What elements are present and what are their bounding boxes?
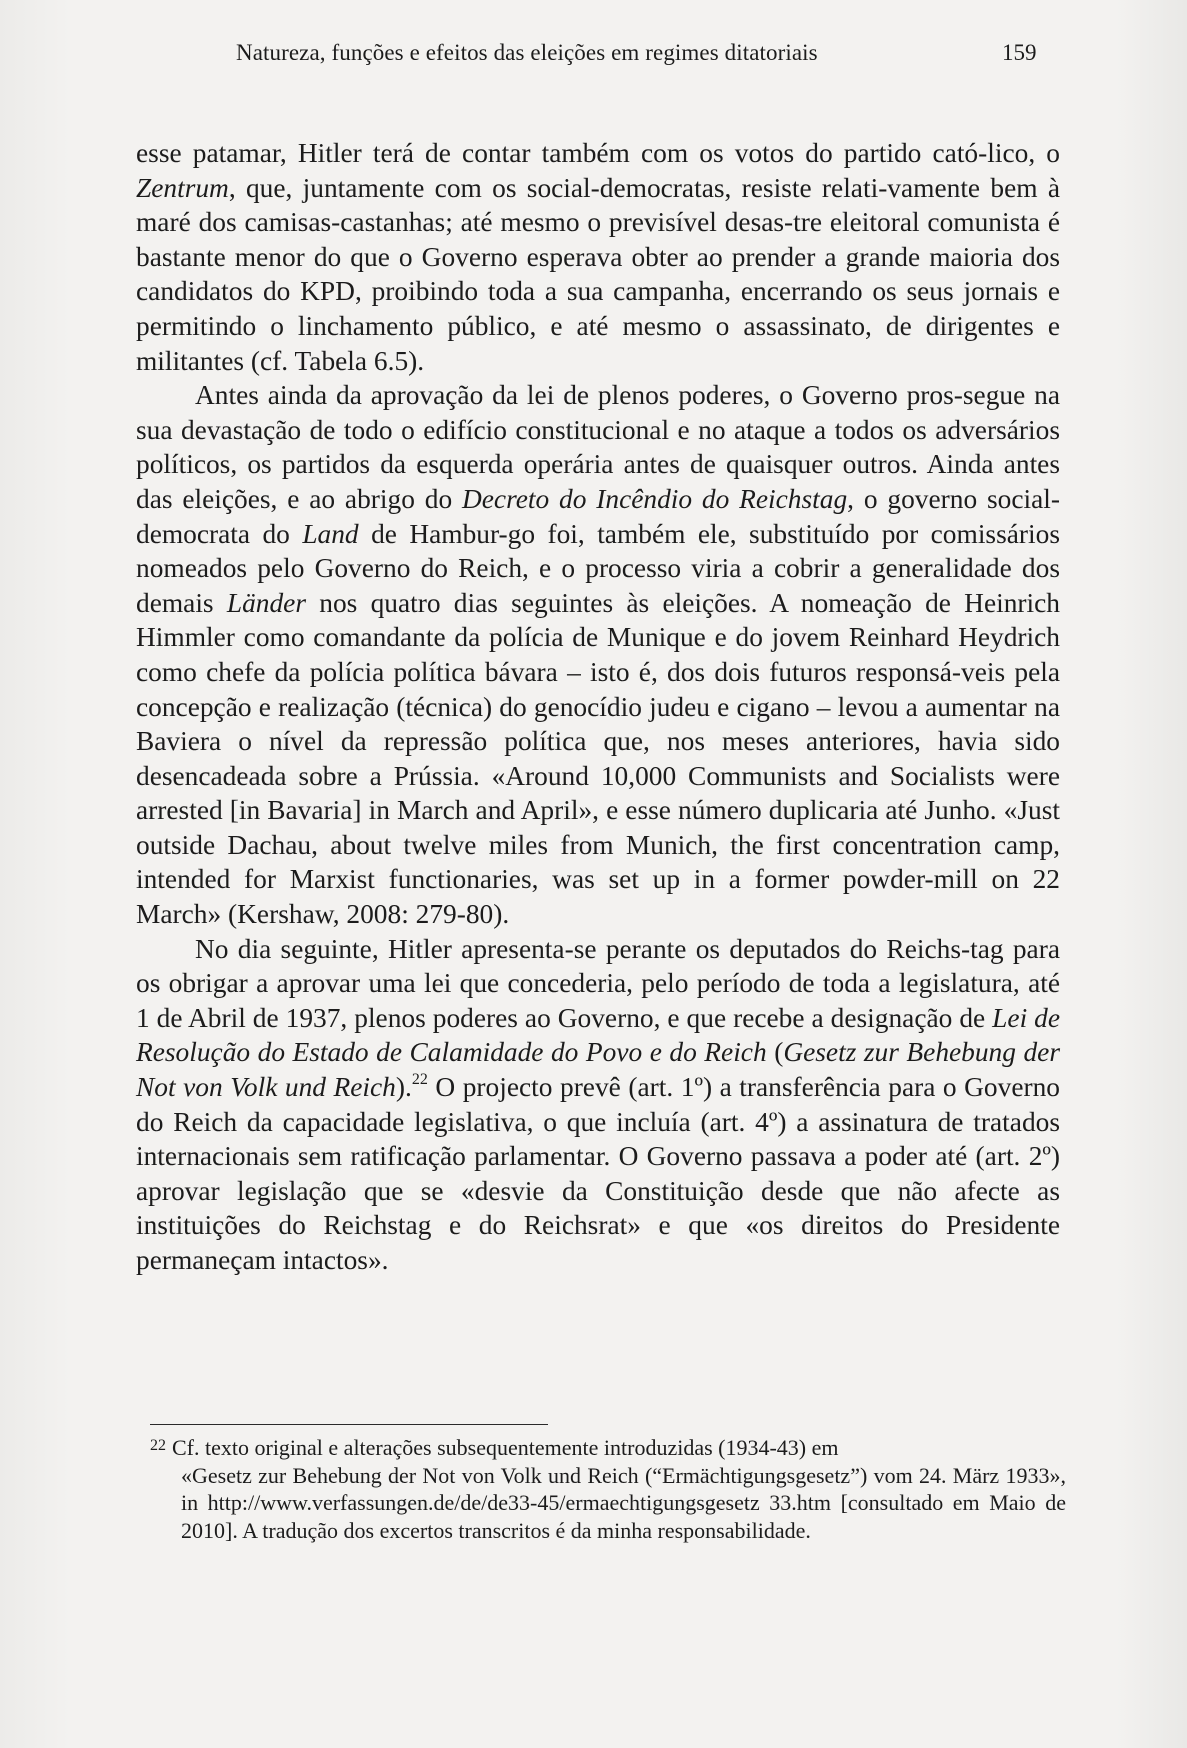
paragraph-2-text-a: Antes ainda da aprovação da lei de plenos poderes, o Governo pros-segue na sua devastação de todo o edifício constitucional e no ataque a todos os adversários políticos, os partidos da esquerda operária antes de quaisquer outros. Ainda antes das eleições, e ao abrigo do <box>136 380 1060 514</box>
footnote-text-rest: «Gesetz zur Behebung der Not von Volk und Reich (“Ermächtigungsgesetz”) vom 24. März 1933», in http://www.verfassungen.de/de/de33-45/ermaechtigungsgesetz 33.htm [consultado em Maio de 2010]. A tradução dos excertos transcritos é da minha responsabilidade. <box>181 1462 1066 1543</box>
paragraph-3-text-b: ( <box>766 1037 784 1068</box>
paragraph-1-text-a: esse patamar, Hitler terá de contar também com os votos do partido cató-lico, o <box>136 138 1060 168</box>
italic-zentrum: Zentrum <box>136 172 229 203</box>
paragraph-1 <box>136 136 1060 378</box>
page-number: 159 <box>1002 40 1037 65</box>
footnote-text-first: Cf. texto original e alterações subsequentemente introduzidas (1934-43) em <box>172 1435 839 1460</box>
footnote-first-line <box>150 1432 1066 1462</box>
paragraph-2-text-b: , o governo social-democrata do <box>136 483 1060 549</box>
running-title: Natureza, funções e efeitos das eleições em regimes ditatoriais <box>236 40 818 65</box>
paragraph-3-text-c: ). <box>395 1072 412 1103</box>
italic-lander: Länder <box>226 587 306 618</box>
paragraph-2-text-c: de Hambur-go foi, também ele, substituído por comissários nomeados pelo Governo do Reich, e o processo viria a cobrir a generalidade dos demais <box>136 518 1060 618</box>
paragraph-2 <box>136 378 1060 932</box>
footnote-reference[interactable]: 22 <box>411 1071 428 1089</box>
italic-decreto: Decreto do Incêndio do Reichstag <box>461 483 848 514</box>
paragraph-1-text-b: , que, juntamente com os social-democratas, resiste relati-vamente bem à maré dos camisas-castanhas; até mesmo o previsível desas-tre eleitoral comunista é bastante menor do que o Governo esperava obter ao prender a grande maioria dos candidatos do KPD, proibindo toda a sua campanha, encerrando os seus jornais e permitindo o linchamento público, e até mesmo o assassinato, de dirigentes e militantes (cf. Tabela 6.5). <box>136 172 1060 376</box>
paragraph-3-text-d: O projecto prevê (art. 1º) a transferência para o Governo do Reich da capacidade legislativa, o que incluía (art. 4º) a assinatura de tratados internacionais sem ratificação parlamentar. O Governo passava a poder até (art. 2º) aprovar legislação que se «desvie da Constituição desde que não afecte as instituições do Reichstag e do Reichsrat» e que «os direitos do Presidente permaneçam intactos». <box>136 1072 1060 1275</box>
footnote-22 <box>150 1432 1066 1544</box>
italic-gesetz-title: Gesetz zur Behebung der Not von Volk und Reich <box>136 1037 1060 1103</box>
paragraph-3 <box>136 932 1060 1278</box>
footnote-divider <box>150 1424 548 1425</box>
paragraph-3-text-a: No dia seguinte, Hitler apresenta-se perante os deputados do Reichs-tag para os obrigar a aprovar uma lei que concederia, pelo período de toda a legislatura, até 1 de Abril de 1937, plenos poderes ao Governo, e que recebe a designação de <box>136 933 1060 1033</box>
italic-land: Land <box>302 518 359 549</box>
paragraph-2-text-d: nos quatro dias seguintes às eleições. A nomeação de Heinrich Himmler como comandante da polícia de Munique e do jovem Reinhard Heydrich como chefe da polícia política bávara – isto é, dos dois futuros responsá-veis pela concepção e realização (técnica) do genocídio judeu e cigano – levou a aumentar na Baviera o nível da repressão política que, nos meses anteriores, havia sido desencadeada sobre a Prússia. «Around 10,000 Communists and Socialists were arrested [in Bavaria] in March and April», e esse número duplicaria até Junho. «Just outside Dachau, about twelve miles from Munich, the first concentration camp, intended for Marxist functionaries, was set up in a former powder-mill on 22 March» (Kershaw, 2008: 279-80). <box>136 587 1061 930</box>
footnote-number: 22 <box>150 1437 166 1454</box>
italic-lei-title: Lei de Resolução do Estado de Calamidade do Povo e do Reich <box>136 1002 1061 1068</box>
main-text <box>136 136 1060 1278</box>
